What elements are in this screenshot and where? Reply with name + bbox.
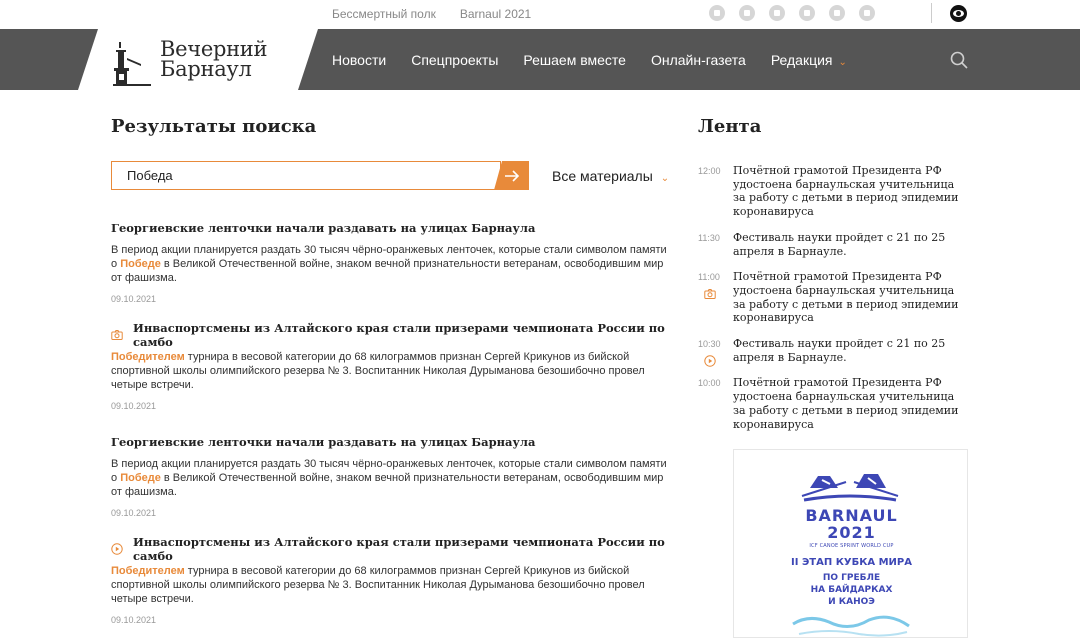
feed-text: Почётной грамотой Президента РФ удостоена барнаульская учительница за работу с детьми в период эпидемии коронавируса bbox=[733, 164, 959, 219]
banner-city: BARNAUL bbox=[805, 506, 898, 525]
banner-line-3: НА БАЙДАРКАХ bbox=[810, 585, 893, 595]
result-snippet bbox=[111, 564, 671, 606]
feed-text: Фестиваль науки пройдет с 21 по 25 апреля в Барнауле. bbox=[733, 230, 946, 258]
social-links bbox=[709, 5, 875, 21]
result-title-text: Георгиевские ленточки начали раздавать на улицах Барнаула bbox=[111, 221, 536, 235]
arrow-right-icon bbox=[504, 170, 520, 182]
nav-item-editorial[interactable] bbox=[771, 52, 847, 68]
camera-icon bbox=[704, 288, 716, 300]
result-date: 09.10.2021 bbox=[111, 508, 157, 518]
result-title[interactable] bbox=[111, 321, 671, 349]
search-input[interactable] bbox=[112, 162, 482, 189]
search-result bbox=[111, 221, 671, 304]
vk-icon[interactable] bbox=[769, 5, 785, 21]
search-result bbox=[111, 435, 671, 518]
snippet-after: турнира в весовой категории до 68 килограммов признан Сергей Крикунов из бийской спортивной школы олимпийского резерва № 3. Воспитанник Николая Дурыманова безошибочно провел четыре встречи. bbox=[111, 565, 645, 605]
banner-line-4: И КАНОЭ bbox=[828, 597, 875, 607]
snippet-after: турнира в весовой категории до 68 килограммов признан Сергей Крикунов из бийской спортивной школы олимпийского резерва № 3. Воспитанник Николая Дурыманова безошибочно провел четыре встречи. bbox=[111, 351, 645, 391]
result-title[interactable] bbox=[111, 435, 671, 449]
nav-item-solve-together[interactable]: Решаем вместе bbox=[523, 52, 626, 68]
instagram-icon[interactable] bbox=[739, 5, 755, 21]
snippet-before: В период акции планируется раздать 30 тысяч чёрно-оранжевых ленточек, которые стали символом памяти о bbox=[111, 458, 667, 484]
telegram-icon[interactable] bbox=[799, 5, 815, 21]
logo-line-2: Барнаул bbox=[160, 57, 252, 81]
materials-filter-dropdown[interactable] bbox=[552, 168, 669, 184]
nav-item-editorial-label: Редакция bbox=[770, 52, 833, 68]
feed-time: 10:30 bbox=[698, 339, 721, 350]
snippet-after: в Великой Отечественной войне, знаком вечной признательности ветеранам, освободившим мир от фашизма. bbox=[111, 472, 664, 498]
barnaul-2021-banner[interactable] bbox=[733, 449, 968, 638]
facebook-icon[interactable] bbox=[829, 5, 845, 21]
nav-item-special-projects[interactable]: Спецпроекты bbox=[411, 52, 499, 68]
feed-item[interactable] bbox=[698, 337, 968, 364]
news-feed bbox=[698, 164, 968, 431]
filter-label: Все материалы bbox=[552, 168, 653, 184]
result-title-text: Георгиевские ленточки начали раздавать на улицах Барнаула bbox=[111, 435, 536, 449]
main-nav bbox=[332, 52, 847, 68]
feed-time: 10:00 bbox=[698, 378, 721, 389]
canoe-logo-icon bbox=[800, 470, 900, 506]
result-snippet bbox=[111, 457, 671, 499]
search-highlight: Победителем bbox=[111, 565, 185, 577]
page-title: Результаты поиска bbox=[111, 116, 317, 137]
search-highlight: Победе bbox=[120, 258, 161, 270]
divider bbox=[931, 3, 932, 23]
search-result bbox=[111, 321, 671, 411]
banner-year: 2021 bbox=[827, 523, 876, 542]
top-links bbox=[332, 7, 531, 21]
feed-item[interactable] bbox=[698, 270, 968, 325]
result-snippet bbox=[111, 350, 671, 392]
feed-text: Почётной грамотой Президента РФ удостоена барнаульская учительница за работу с детьми в период эпидемии коронавируса bbox=[733, 376, 959, 431]
result-title[interactable] bbox=[111, 221, 671, 235]
nav-item-news[interactable]: Новости bbox=[332, 52, 387, 68]
result-title-text: Инваспортсмены из Алтайского края стали призерами чемпионата России по самбо bbox=[133, 535, 665, 563]
banner-line-2: ПО ГРЕБЛЕ bbox=[822, 573, 881, 583]
chevron-down-icon: ⌄ bbox=[660, 173, 670, 184]
feed-item[interactable] bbox=[698, 376, 968, 431]
logo-text[interactable] bbox=[160, 39, 267, 79]
search-highlight: Победе bbox=[120, 472, 161, 484]
top-link-immortal-regiment[interactable]: Бессмертный полк bbox=[332, 7, 436, 21]
result-date: 09.10.2021 bbox=[111, 294, 157, 304]
feed-time: 12:00 bbox=[698, 166, 721, 176]
search-results bbox=[111, 221, 671, 625]
accessibility-eye-icon[interactable] bbox=[950, 5, 967, 22]
feed-time: 11:30 bbox=[698, 232, 720, 243]
banner-line-1: II ЭТАП КУБКА МИРА bbox=[791, 557, 912, 568]
search-result bbox=[111, 535, 671, 625]
result-title[interactable] bbox=[111, 535, 671, 563]
search-highlight: Победителем bbox=[111, 351, 185, 363]
result-title-text: Инваспортсмены из Алтайского края стали призерами чемпионата России по самбо bbox=[133, 321, 665, 349]
top-link-barnaul-2021[interactable]: Barnaul 2021 bbox=[459, 7, 532, 21]
snippet-before: В период акции планируется раздать 30 тысяч чёрно-оранжевых ленточек, которые стали символом памяти о bbox=[111, 244, 667, 270]
search-icon[interactable] bbox=[950, 51, 968, 69]
logo-tower-icon[interactable] bbox=[113, 38, 151, 86]
logo-line-1: Вечерний bbox=[160, 37, 268, 61]
snippet-after: в Великой Отечественной войне, знаком вечной признательности ветеранам, освободившим мир от фашизма. bbox=[111, 258, 664, 284]
feed-item[interactable] bbox=[698, 231, 968, 258]
nav-item-online-newspaper[interactable]: Онлайн-газета bbox=[650, 52, 746, 68]
feed-item[interactable] bbox=[698, 164, 968, 219]
top-bar bbox=[0, 0, 1080, 29]
river-map-icon bbox=[789, 610, 914, 638]
feed-title: Лента bbox=[698, 116, 762, 137]
odnoklassniki-icon[interactable] bbox=[709, 5, 725, 21]
search-field[interactable] bbox=[111, 161, 501, 190]
feed-text: Почётной грамотой Президента РФ удостоена барнаульская учительница за работу с детьми в период эпидемии коронавируса bbox=[733, 270, 959, 325]
banner-subtitle: ICF CANOE SPRINT WORLD CUP bbox=[809, 543, 894, 549]
result-snippet bbox=[111, 243, 671, 285]
camera-icon bbox=[111, 329, 123, 341]
feed-text: Фестиваль науки пройдет с 21 по 25 апреля в Барнауле. bbox=[733, 337, 946, 364]
chevron-down-icon: ⌄ bbox=[838, 57, 847, 68]
play-icon bbox=[111, 543, 123, 555]
feed-time: 11:00 bbox=[698, 272, 720, 283]
play-icon bbox=[704, 355, 716, 367]
result-date: 09.10.2021 bbox=[111, 615, 157, 625]
youtube-icon[interactable] bbox=[859, 5, 875, 21]
result-date: 09.10.2021 bbox=[111, 401, 157, 411]
